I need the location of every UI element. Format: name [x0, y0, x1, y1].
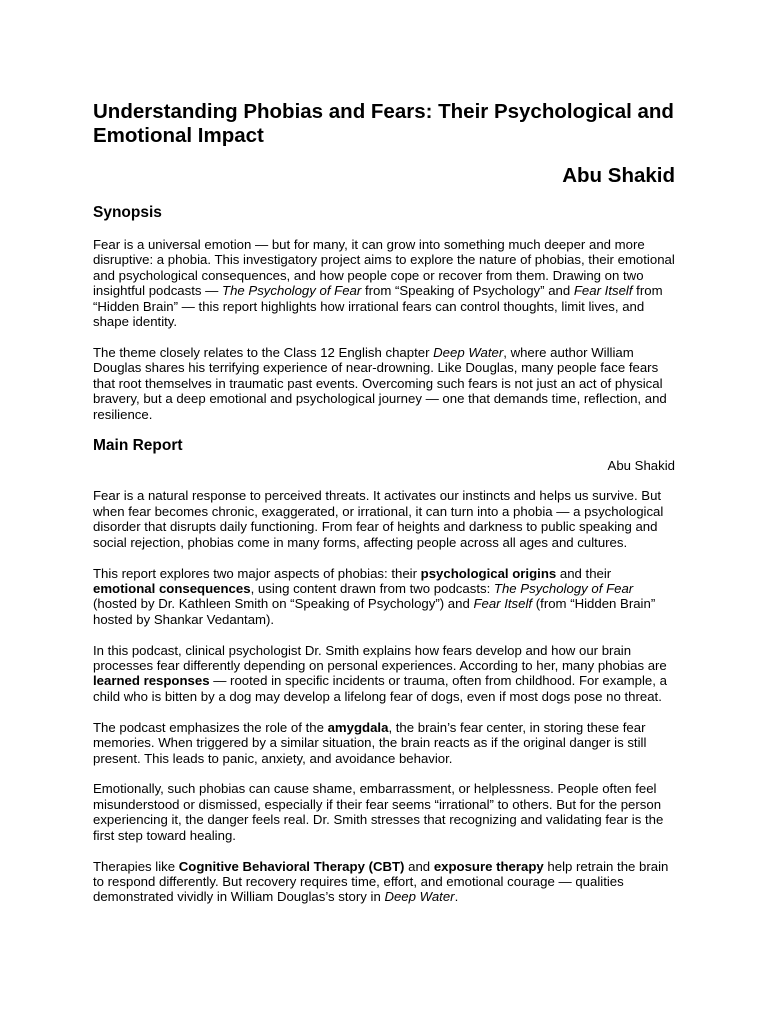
main-report-heading: Main Report — [93, 436, 183, 454]
author-name: Abu Shakid — [562, 164, 675, 187]
synopsis-paragraph: Fear is a universal emotion — but for many, it can grow into something much deeper and more disruptive: a phobia. This investigatory project aims to explore the nature of phobias, their emotional and psychological consequences, and how people cope or recover from them. Drawing on two insightful podcasts — The Psychology of Fear from “Speaking of Psychology” and Fear Itself from “Hidden Brain” — this report highlights how irrational fears can control thoughts, limit lives, and shape identity. — [93, 237, 675, 330]
report-paragraph: The podcast emphasizes the role of the amygdala, the brain’s fear center, in storing these fear memories. When triggered by a similar situation, the brain reacts as if the original danger is still present. This leads to panic, anxiety, and avoidance behavior. — [93, 719, 647, 766]
report-paragraph: Therapies like Cognitive Behavioral Therapy (CBT) and exposure therapy help retrain the brain to respond differently. But recovery requires time, effort, and emotional courage — qualities demonstrated vividly in William Douglas’s story in Deep Water. — [93, 858, 669, 905]
synopsis-heading: Synopsis — [93, 204, 162, 221]
report-paragraph: This report explores two major aspects of phobias: their psychological origins and their emotional consequences, using content drawn from two podcasts: The Psychology of Fear (hosted by Dr. Kathleen Smith on “Speaking of Psychology”) and Fear Itself (from “Hidden Brain” hosted by Shankar Vedantam). — [93, 565, 656, 627]
document-page — [93, 100, 675, 905]
document-title: Understanding Phobias and Fears: Their Psychological and Emotional Impact — [93, 100, 674, 147]
report-paragraph: In this podcast, clinical psychologist Dr. Smith explains how fears develop and how our brain processes fear differently depending on personal experiences. According to her, many phobias are learned responses — rooted in specific incidents or trauma, often from childhood. For example, a child who is bitten by a dog may develop a lifelong fear of dogs, even if most dogs pose no threat. — [93, 642, 667, 704]
synopsis-paragraph: The theme closely relates to the Class 12 English chapter Deep Water, where author William Douglas shares his terrifying experience of near-drowning. Like Douglas, many people face fears that root themselves in traumatic past events. Overcoming such fears is not just an act of physical bravery, but a deep emotional and psychological journey — one that demands time, reflection, and resilience. — [93, 344, 667, 422]
report-byline: Abu Shakid — [607, 457, 675, 473]
report-paragraph: Emotionally, such phobias can cause shame, embarrassment, or helplessness. People often feel misunderstood or dismissed, especially if their fear seems “irrational” to others. But for the person experiencing it, the danger feels real. Dr. Smith stresses that recognizing and validating fear is the first step toward healing. — [93, 781, 664, 843]
report-paragraph: Fear is a natural response to perceived threats. It activates our instincts and helps us survive. But when fear becomes chronic, exaggerated, or irrational, it can turn into a phobia — a psychological disorder that disrupts daily functioning. From fear of heights and darkness to public speaking and social rejection, phobias come in many forms, affecting people across all ages and cultures. — [93, 488, 664, 550]
